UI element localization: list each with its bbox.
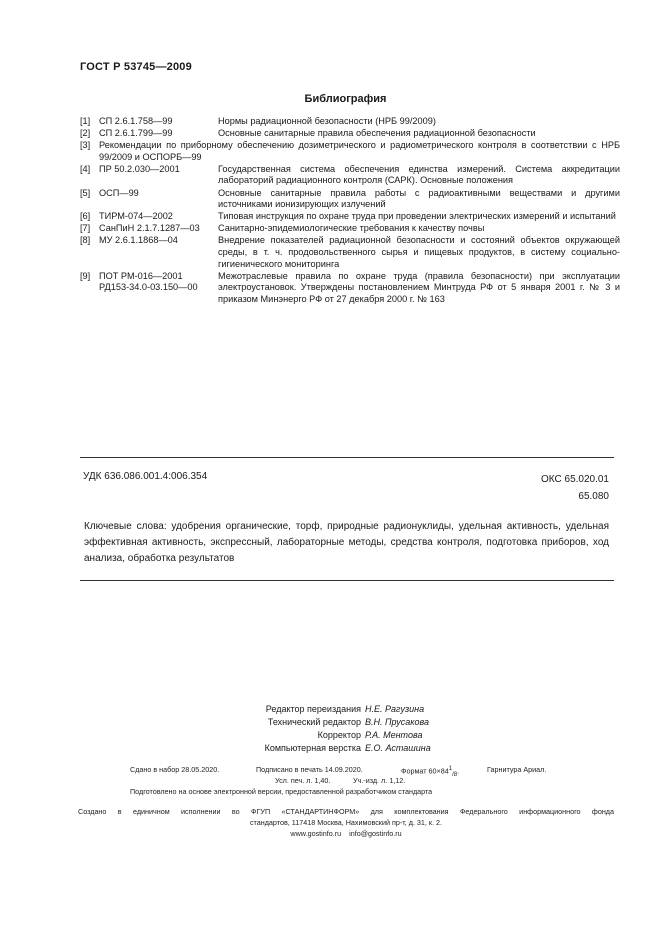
divider-bottom	[80, 580, 614, 581]
bibliography-entry	[80, 271, 620, 306]
entry-number: [1]	[80, 116, 91, 126]
entry-code	[99, 116, 218, 128]
publisher-line-1: Создано в единичном исполнении во ФГУП «СТАНДАРТИНФОРМ» для комплектования Федерального информационного фонда	[78, 807, 614, 816]
entry-code-line: СП 2.6.1.799—99	[99, 128, 173, 139]
print-sheets: Усл. печ. л. 1,40.	[275, 776, 331, 785]
oks-line-2: 65.080	[578, 491, 609, 502]
credit-role: Компьютерная верстка	[264, 743, 361, 753]
bibliography-title: Библиография	[304, 93, 387, 105]
entry-number: [5]	[80, 187, 91, 198]
entry-number: [2]	[80, 128, 91, 139]
publisher-email: info@gostinfo.ru	[349, 829, 402, 838]
entry-text: Санитарно-эпидемиологические требования к качеству почвы	[218, 223, 485, 234]
bibliography-entry	[80, 223, 620, 235]
entry-code-line: СП 2.6.1.758—99	[99, 116, 173, 126]
entry-number: [4]	[80, 163, 91, 174]
credit-person: Е.О. Асташина	[365, 743, 431, 753]
entry-text: Основные санитарные правила обеспечения радиационной безопасности	[218, 128, 536, 139]
bibliography-entry	[80, 164, 620, 187]
bibliography-entry	[80, 188, 620, 211]
keywords-paragraph: Ключевые слова: удобрения органические, торф, природные радионуклиды, удельная активность, удельная эффективная активность, экспрессный, лабораторные методы, средства контроля, подготовка приборов, ход анализа, обработка результатов	[84, 521, 609, 564]
standard-code: ГОСТ Р 53745—2009	[80, 61, 192, 73]
publisher-line-2: стандартов, 117418 Москва, Нахимовский пр-т, д. 31, к. 2.	[249, 818, 443, 827]
credit-row	[0, 716, 661, 729]
oks-codes	[541, 471, 609, 505]
bibliography-list	[80, 116, 620, 306]
entry-text: Межотраслевые правила по охране труда (правила безопасности) при эксплуатации электроустановок. Утверждены постановлением Минтруда РФ от 5 января 2001 г. № 3 и приказом Минэнерго РФ от 27 декабря 2000 г. № 163	[218, 270, 620, 304]
set-date: Сдано в набор 28.05.2020.	[130, 765, 220, 774]
bibliography-entry	[80, 211, 620, 223]
bibliography-entry	[80, 140, 620, 163]
entry-number: [9]	[80, 270, 91, 281]
print-info-line-3	[0, 786, 661, 797]
credit-role: Редактор переиздания	[265, 704, 361, 714]
entry-text: Государственная система обеспечения единства измерений. Система аккредитации лабораторий радиационного контроля (САРК). Основные положения	[218, 163, 620, 186]
entry-number: [8]	[80, 235, 91, 246]
divider-top	[80, 457, 614, 458]
entry-code	[99, 223, 218, 235]
credit-row	[0, 729, 661, 742]
bibliography-entry	[80, 235, 620, 270]
publisher-info	[78, 806, 614, 839]
entry-number: [6]	[80, 211, 91, 222]
print-info	[0, 764, 661, 797]
entry-text: Рекомендации по приборному обеспечению дозиметрического и радиометрического контроля в соответствии с НРБ 99/2009 и ОСПОРБ—99	[99, 140, 620, 162]
entry-text: Основные санитарные правила работы с радиоактивными веществами и другими источниками ионизирующих излучений	[218, 187, 620, 210]
entry-code-line: ТИРМ-074—2002	[99, 211, 173, 222]
entry-code-line: ПР 50.2.030—2001	[99, 163, 180, 174]
format-sub: /8	[452, 771, 458, 778]
credit-person: В.Н. Прусакова	[365, 717, 429, 727]
typeface: Гарнитура Ариал.	[487, 765, 547, 774]
format-suffix: .	[457, 766, 460, 776]
print-info-line-1	[0, 764, 661, 778]
oks-line-1: ОКС 65.020.01	[541, 474, 609, 485]
entry-code-line: ПОТ РМ-016—2001	[99, 270, 183, 281]
entry-code	[99, 211, 218, 223]
publisher-contacts	[78, 828, 614, 839]
format-sup: 1	[448, 766, 453, 772]
entry-code	[99, 128, 218, 140]
entry-number: [3]	[80, 140, 91, 151]
entry-code	[99, 188, 218, 211]
signed-date: Подписано в печать 14.09.2020.	[256, 765, 363, 774]
prepared-note: Подготовлено на основе электронной версии, предоставленной разработчиком стандарта	[130, 787, 433, 796]
bibliography-entry	[80, 128, 620, 140]
entry-code	[99, 164, 218, 187]
credit-role: Технический редактор	[267, 717, 361, 727]
udk-code: УДК 636.086.001.4:006.354	[83, 471, 208, 482]
publisher-site: www.gostinfo.ru	[290, 829, 342, 838]
credit-role: Корректор	[317, 730, 361, 740]
format-prefix: Формат 60×84	[401, 766, 449, 776]
entry-code-line: СанПиН 2.1.7.1287—03	[99, 223, 200, 234]
entry-text: Нормы радиационной безопасности (НРБ 99/2009)	[218, 116, 436, 126]
credit-row	[0, 742, 661, 755]
credits-block	[0, 703, 661, 755]
entry-number: [7]	[80, 223, 91, 234]
credit-person: Н.Е. Рагузина	[365, 704, 425, 714]
print-info-line-2	[0, 775, 661, 786]
credit-row	[0, 703, 661, 716]
bibliography-entry	[80, 116, 620, 128]
entry-code	[99, 271, 218, 306]
entry-code	[99, 235, 218, 270]
entry-code-line: ОСП—99	[99, 187, 139, 198]
entry-text: Внедрение показателей радиационной безопасности и состояний объектов окружающей среды, в т. ч. продовольственного сырья и пищевых продуктов, в систему социально-гигиенического мониторинга	[218, 235, 620, 269]
entry-code-line: РД153-34.0-03.150—00	[99, 282, 198, 293]
credit-person: Р.А. Ментова	[365, 730, 423, 740]
publisher-sheets: Уч.-изд. л. 1,12.	[353, 776, 406, 785]
entry-code-line: МУ 2.6.1.1868—04	[99, 235, 178, 246]
entry-text: Типовая инструкция по охране труда при проведении электрических измерений и испытаний	[218, 211, 616, 222]
